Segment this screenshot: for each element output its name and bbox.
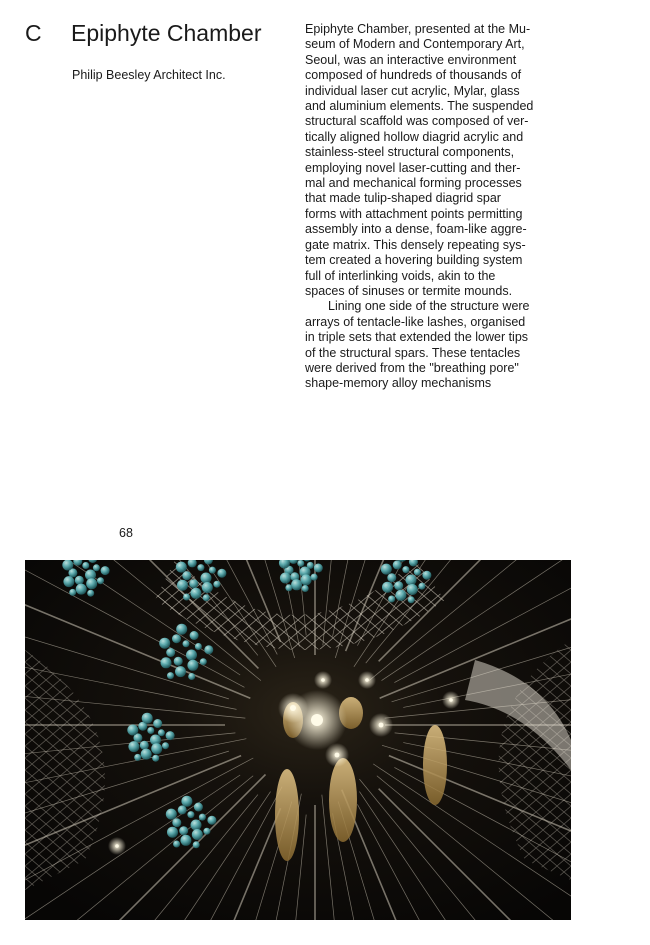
text-line: that made tulip-shaped diagrid spar	[305, 191, 501, 206]
glass-orb	[204, 645, 213, 654]
glass-orb	[187, 660, 198, 671]
text-line: assembly into a dense, foam-like aggre-	[305, 222, 527, 237]
glass-orb	[381, 564, 392, 575]
text-line: gate matrix. This densely repeating sys-	[305, 237, 526, 252]
glass-orb	[422, 571, 431, 580]
glass-orb	[87, 590, 94, 597]
glass-orb	[166, 809, 177, 820]
light-point	[311, 714, 323, 726]
body-text	[305, 22, 570, 392]
glass-orb	[166, 648, 175, 657]
glass-orb	[76, 584, 87, 595]
glass-orb	[406, 575, 417, 586]
glass-orb	[209, 567, 216, 574]
glass-orb	[158, 729, 165, 736]
glass-orb	[134, 754, 141, 761]
glass-orb	[192, 829, 203, 840]
glass-orb	[186, 650, 197, 661]
frond-pod	[423, 725, 447, 805]
light-point	[115, 844, 119, 848]
glass-orb	[203, 828, 210, 835]
glass-orb	[140, 741, 149, 750]
glass-orb	[86, 578, 97, 589]
glass-orb	[302, 585, 309, 592]
glass-orb	[97, 577, 104, 584]
glass-orb	[407, 584, 418, 595]
glass-orb	[194, 803, 203, 812]
glass-orb	[418, 583, 425, 590]
glass-orb	[182, 571, 191, 580]
glass-orb	[175, 666, 186, 677]
text-line: stainless-steel structural components,	[305, 145, 515, 160]
frond-pod	[275, 769, 299, 861]
glass-orb	[69, 589, 76, 596]
glass-orb	[280, 573, 291, 584]
glass-orb	[191, 820, 202, 831]
glass-orb	[167, 827, 178, 838]
page-title: Epiphyte Chamber	[71, 20, 262, 46]
glass-orb	[151, 743, 162, 754]
glass-orb	[388, 596, 395, 603]
installation-photo	[25, 560, 571, 920]
text-line: structural scaffold was composed of ver-	[305, 114, 529, 129]
glass-orb	[301, 574, 312, 585]
text-line: forms with attachment points permitting	[305, 206, 523, 221]
glass-orb	[393, 560, 402, 569]
glass-orb	[179, 826, 188, 835]
glass-orb	[291, 579, 302, 590]
text-line: mal and mechanical forming processes	[305, 176, 522, 191]
glass-orb	[142, 713, 153, 724]
glass-orb	[166, 731, 175, 740]
glass-orb	[153, 719, 162, 728]
glass-orb	[187, 811, 194, 818]
glass-orb	[382, 582, 393, 593]
glass-orb	[176, 624, 187, 635]
glass-orb	[193, 841, 200, 848]
section-letter: C	[25, 20, 42, 46]
paragraph-1	[305, 22, 570, 299]
text-line: tically aligned hollow diagrid acrylic and	[305, 129, 524, 144]
glass-orb	[62, 560, 73, 571]
glass-orb	[207, 816, 216, 825]
glass-orb	[307, 562, 314, 569]
text-line: tem created a hovering building system	[305, 253, 523, 268]
glass-orb	[75, 576, 84, 585]
glass-orb	[190, 631, 199, 640]
glass-orb	[167, 672, 174, 679]
glass-orb	[201, 573, 212, 584]
glass-orb	[203, 594, 210, 601]
text-line: were derived from the "breathing pore"	[305, 360, 519, 375]
glass-orb	[408, 596, 415, 603]
glass-orb	[176, 562, 187, 573]
glass-orb	[189, 579, 198, 588]
glass-orb	[188, 673, 195, 680]
glass-orb	[190, 588, 201, 599]
glass-orb	[285, 584, 292, 591]
glass-orb	[394, 581, 403, 590]
text-line: spaces of sinuses or termite mounds.	[305, 283, 513, 298]
glass-orb	[173, 841, 180, 848]
glass-orb	[217, 569, 226, 578]
text-line: of the structural spars. These tentacles	[305, 345, 521, 360]
page-number: 68	[119, 526, 133, 540]
glass-orb	[181, 796, 192, 807]
glass-orb	[128, 741, 139, 752]
glass-orb	[174, 657, 183, 666]
text-line: arrays of tentacle-like lashes, organised	[305, 314, 526, 329]
glass-orb	[197, 564, 204, 571]
glass-orb	[311, 574, 318, 581]
glass-orb	[202, 582, 213, 593]
glass-orb	[127, 725, 138, 736]
text-line: in triple sets that extended the lower tips	[305, 330, 529, 345]
text-line: shape-memory alloy mechanisms	[305, 376, 492, 391]
text-line: employing novel laser-cutting and ther-	[305, 160, 521, 175]
glass-orb	[180, 835, 191, 846]
glass-orb	[172, 818, 181, 827]
glass-orb	[63, 576, 74, 587]
glass-orb	[183, 594, 190, 601]
glass-orb	[159, 638, 170, 649]
light-point	[290, 705, 296, 711]
glass-orb	[414, 569, 421, 576]
glass-orb	[161, 657, 172, 668]
light-point	[365, 678, 369, 682]
light-point	[321, 678, 325, 682]
text-line: Seoul, was an interactive environment	[305, 52, 517, 67]
glass-orb	[93, 564, 100, 571]
text-line: individual laser cut acrylic, Mylar, glass	[305, 83, 520, 98]
glass-orb	[200, 658, 207, 665]
text-line: composed of hundreds of thousands of	[305, 68, 522, 83]
text-line: full of interlinking voids, akin to the	[305, 268, 496, 283]
glass-orb	[178, 805, 187, 814]
light-point	[379, 723, 384, 728]
text-line: Lining one side of the structure were	[328, 299, 530, 314]
glass-orb	[213, 581, 220, 588]
glass-orb	[387, 573, 396, 582]
glass-orb	[177, 580, 188, 591]
author-credit: Philip Beesley Architect Inc.	[72, 68, 226, 82]
light-point	[449, 698, 453, 702]
glass-orb	[82, 562, 89, 569]
light-point	[335, 753, 340, 758]
glass-orb	[147, 727, 154, 734]
glass-orb	[199, 814, 206, 821]
glass-orb	[314, 564, 323, 573]
glass-orb	[162, 742, 169, 749]
glass-orb	[141, 749, 152, 760]
glass-orb	[402, 566, 409, 573]
glass-orb	[101, 566, 110, 575]
glass-orb	[172, 634, 181, 643]
frond-pod	[329, 758, 357, 842]
text-line: Epiphyte Chamber, presented at the Mu-	[305, 22, 531, 36]
glass-orb	[297, 560, 304, 567]
glass-orb	[152, 755, 159, 762]
glass-orb	[395, 590, 406, 601]
glass-orb	[183, 640, 190, 647]
text-line: seum of Modern and Contemporary Art,	[305, 37, 525, 52]
text-line: and aluminium elements. The suspended	[305, 99, 534, 114]
paragraph-2	[305, 299, 570, 391]
installation-photo-image	[25, 560, 571, 920]
glass-orb	[195, 643, 202, 650]
